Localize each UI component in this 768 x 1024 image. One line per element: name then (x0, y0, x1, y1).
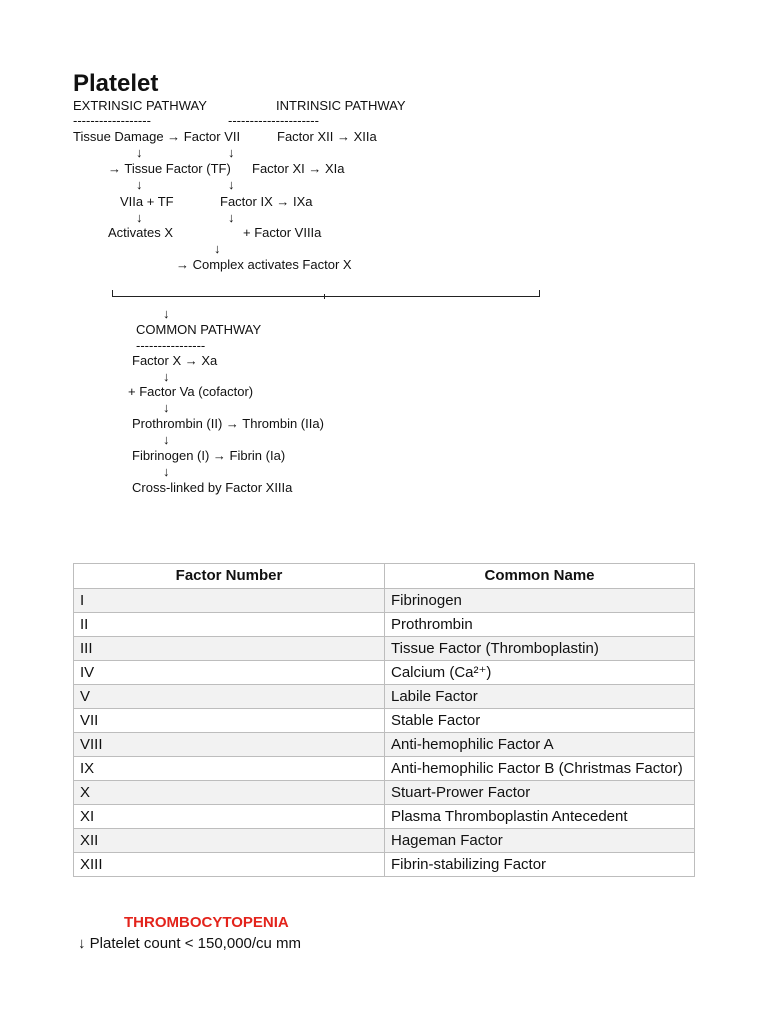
pathway-line: Fibrinogen (I) → Fibrin (Ia) (132, 448, 286, 463)
common-name-cell: Prothrombin (385, 613, 695, 637)
common-name-cell: Stuart-Prower Factor (385, 781, 695, 805)
common-name-cell: Hageman Factor (385, 829, 695, 853)
pathway-line: Factor XI → XIa (252, 161, 345, 176)
table-row (74, 781, 695, 805)
factor-number-cell: IV (74, 661, 385, 685)
factor-number-cell: X (74, 781, 385, 805)
table-row (74, 733, 695, 757)
common-name-cell: Anti-hemophilic Factor B (Christmas Factor) (385, 757, 695, 781)
factor-number-cell: V (74, 685, 385, 709)
pathway-line: Factor X → Xa (132, 353, 218, 368)
factor-number-cell: XI (74, 805, 385, 829)
pathway-line: ↓ (136, 145, 143, 160)
pathway-line: ↓ (136, 177, 143, 192)
pathway-line: ↓ (163, 400, 170, 415)
table-row (74, 853, 695, 877)
pathway-line: --------------------- (228, 113, 319, 128)
clotting-factor-table (73, 563, 695, 877)
factor-number-cell: VII (74, 709, 385, 733)
pathway-line: + Factor Va (cofactor) (128, 384, 254, 399)
common-name-cell: Fibrin-stabilizing Factor (385, 853, 695, 877)
pathway-line: Prothrombin (II) → Thrombin (IIa) (132, 416, 324, 431)
factor-number-cell: IX (74, 757, 385, 781)
table-row (74, 757, 695, 781)
pathway-line: ↓ (163, 369, 170, 384)
column-header-factor-number: Factor Number (74, 564, 385, 589)
common-name-cell: Calcium (Ca²⁺) (385, 661, 695, 685)
common-name-cell: Tissue Factor (Thromboplastin) (385, 637, 695, 661)
pathway-line: EXTRINSIC PATHWAY (73, 98, 207, 113)
pathway-line: ↓ (163, 432, 170, 447)
pathway-line: + Factor VIIIa (243, 225, 322, 240)
pathway-line: ↓ (136, 210, 143, 225)
pathway-merge-bracket (112, 290, 540, 297)
table-row (74, 661, 695, 685)
table-row (74, 709, 695, 733)
pathway-line: COMMON PATHWAY (136, 322, 262, 337)
pathway-line: Cross-linked by Factor XIIIa (132, 480, 293, 495)
pathway-line: ↓ (228, 145, 235, 160)
common-name-cell: Plasma Thromboplastin Antecedent (385, 805, 695, 829)
thrombocytopenia-heading: THROMBOCYTOPENIA (124, 914, 289, 931)
page-title: Platelet (73, 70, 159, 97)
pathway-line: → Tissue Factor (TF) (108, 161, 231, 176)
pathway-line: → Complex activates Factor X (176, 257, 352, 272)
common-name-cell: Stable Factor (385, 709, 695, 733)
table-header-row (74, 564, 695, 589)
pathway-line: ---------------- (136, 338, 206, 353)
platelet-count-line: ↓ Platelet count < 150,000/cu mm (78, 935, 302, 952)
pathway-line: ↓ (228, 210, 235, 225)
pathway-line: Factor IX → IXa (220, 194, 313, 209)
pathway-line: Tissue Damage → Factor VII (73, 129, 241, 144)
common-name-cell: Labile Factor (385, 685, 695, 709)
pathway-line: Factor XII → XIIa (277, 129, 377, 144)
factor-number-cell: II (74, 613, 385, 637)
factor-number-cell: VIII (74, 733, 385, 757)
common-name-cell: Anti-hemophilic Factor A (385, 733, 695, 757)
column-header-common-name: Common Name (385, 564, 695, 589)
pathway-line: ↓ (163, 306, 170, 321)
pathway-line: VIIa + TF (120, 194, 174, 209)
factor-number-cell: I (74, 589, 385, 613)
table-row (74, 589, 695, 613)
factor-number-cell: III (74, 637, 385, 661)
pathway-line: ↓ (228, 177, 235, 192)
pathway-line: ------------------ (73, 113, 151, 128)
pathway-line: ↓ (163, 464, 170, 479)
factor-number-cell: XIII (74, 853, 385, 877)
factor-number-cell: XII (74, 829, 385, 853)
table-row (74, 829, 695, 853)
pathway-line: Activates X (108, 225, 174, 240)
pathway-merge-bracket-tick (324, 294, 325, 299)
table-row (74, 805, 695, 829)
common-name-cell: Fibrinogen (385, 589, 695, 613)
table-row (74, 637, 695, 661)
pathway-line: INTRINSIC PATHWAY (276, 98, 406, 113)
pathway-line: ↓ (214, 241, 221, 256)
table-row (74, 685, 695, 709)
table-row (74, 613, 695, 637)
